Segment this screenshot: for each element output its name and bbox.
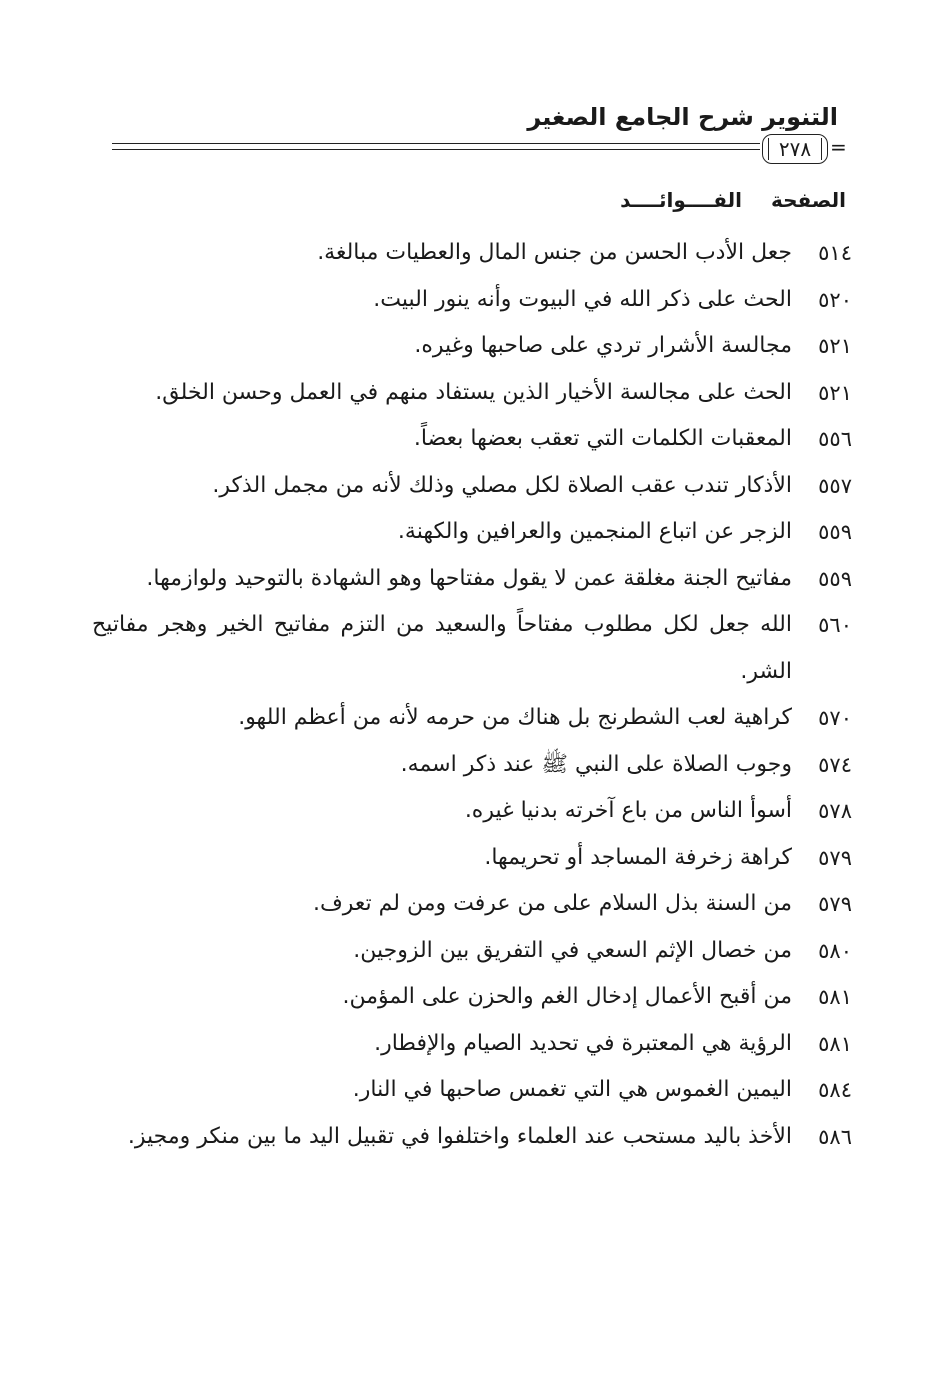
- entry-page: ٥١٤: [818, 241, 852, 265]
- entry-text: مجالسة الأشرار تردي على صاحبها وغيره.: [414, 333, 792, 358]
- entry-page: ٥٥٦: [818, 427, 852, 451]
- book-title: التنوير شرح الجامع الصغير: [527, 103, 838, 131]
- page-number-mark: =: [830, 135, 847, 159]
- entry-text: كراهة زخرفة المساجد أو تحريمها.: [484, 844, 792, 870]
- entry-page: ٥٢١: [818, 380, 852, 405]
- entry-page: ٥٥٧: [818, 473, 852, 498]
- entry-text: الزجر عن اتباع المنجمين والعرافين والكهنة.: [397, 519, 792, 544]
- entry-page: ٥٨٠: [818, 938, 852, 963]
- benefits-list: [92, 230, 852, 1160]
- entry-text: أسوأ الناس من باع آخرته بدنيا غيره.: [464, 798, 792, 823]
- entry-page: ٥٥٩: [818, 520, 852, 544]
- entry-page: ٥٨١: [818, 1031, 852, 1056]
- entry-text: وجوب الصلاة على النبي ﷺ عند ذكر اسمه.: [400, 751, 792, 777]
- entry-text: الله جعل لكل مطلوب مفتاحاً والسعيد من التزم مفاتيح الخير وهجر مفاتيح الشر.: [92, 612, 792, 684]
- entry-page: ٥٧٠: [818, 706, 852, 730]
- entry-text: مفاتيح الجنة مغلقة عمن لا يقول مفتاحها وهو الشهادة بالتوحيد ولوازمها.: [146, 565, 792, 591]
- list-item: [92, 556, 852, 603]
- entry-text: جعل الأدب الحسن من جنس المال والعطيات مبالغة.: [317, 240, 792, 265]
- entry-page: ٥٦٠: [818, 613, 852, 637]
- entry-text: كراهية لعب الشطرنج بل هناك من حرمه لأنه من أعظم اللهو.: [238, 705, 792, 730]
- entry-text: من أقبح الأعمال إدخال الغم والحزن على المؤمن.: [342, 984, 792, 1009]
- entry-text: المعقبات الكلمات التي تعقب بعضها بعضاً.: [413, 426, 792, 451]
- list-item: [92, 742, 852, 789]
- entry-page: ٥٨٦: [818, 1124, 852, 1149]
- header-rule-bottom: [112, 149, 760, 150]
- entry-page: ٥٧٨: [818, 799, 852, 823]
- entry-page: ٥٧٤: [818, 752, 852, 777]
- list-item: [92, 695, 852, 742]
- list-item: [92, 323, 852, 370]
- entry-text: من السنة بذل السلام على من عرفت ومن لم تعرف.: [312, 891, 792, 916]
- entry-page: ٥٨٤: [818, 1078, 852, 1102]
- page-number-box: [762, 134, 828, 164]
- entry-text: الأذكار تندب عقب الصلاة لكل مصلي وذلك لأنه من مجمل الذكر.: [212, 472, 792, 498]
- entry-page: ٥٢٠: [818, 287, 852, 312]
- list-item: [92, 1067, 852, 1114]
- list-item: [92, 509, 852, 556]
- list-item: [92, 881, 852, 928]
- entry-text: الرؤية هي المعتبرة في تحديد الصيام والإفطار.: [374, 1030, 792, 1056]
- list-item: [92, 416, 852, 463]
- benefits-column-label: الفــــوائــــد: [620, 188, 743, 212]
- entry-text: الحث على مجالسة الأخيار الذين يستفاد منهم في العمل وحسن الخلق.: [155, 379, 792, 405]
- entry-text: الحث على ذكر الله في البيوت وأنه ينور البيت.: [373, 286, 792, 312]
- entry-text: من خصال الإثم السعي في التفريق بين الزوجين.: [353, 937, 792, 963]
- entry-text: الأخذ باليد مستحب عند العلماء واختلفوا في تقبيل اليد ما بين منكر ومجيز.: [127, 1123, 792, 1149]
- list-item: [92, 230, 852, 277]
- list-item: [92, 602, 852, 695]
- list-item: [92, 835, 852, 882]
- list-item: [92, 277, 852, 324]
- page-column-label: الصفحة: [770, 188, 846, 212]
- entry-page: ٥٥٩: [818, 566, 852, 591]
- list-item: [92, 928, 852, 975]
- header-rule-top: [112, 143, 760, 144]
- entry-page: ٥٢١: [818, 334, 852, 358]
- list-item: [92, 1114, 852, 1161]
- list-item: [92, 370, 852, 417]
- list-item: [92, 788, 852, 835]
- list-item: [92, 463, 852, 510]
- entry-text: اليمين الغموس هي التي تغمس صاحبها في النار.: [352, 1077, 792, 1102]
- page-number: ٢٧٨: [778, 137, 812, 161]
- entry-page: ٥٨١: [818, 985, 852, 1009]
- column-heading: [620, 188, 846, 212]
- entry-page: ٥٧٩: [818, 892, 852, 916]
- list-item: [92, 974, 852, 1021]
- entry-page: ٥٧٩: [818, 845, 852, 870]
- list-item: [92, 1021, 852, 1068]
